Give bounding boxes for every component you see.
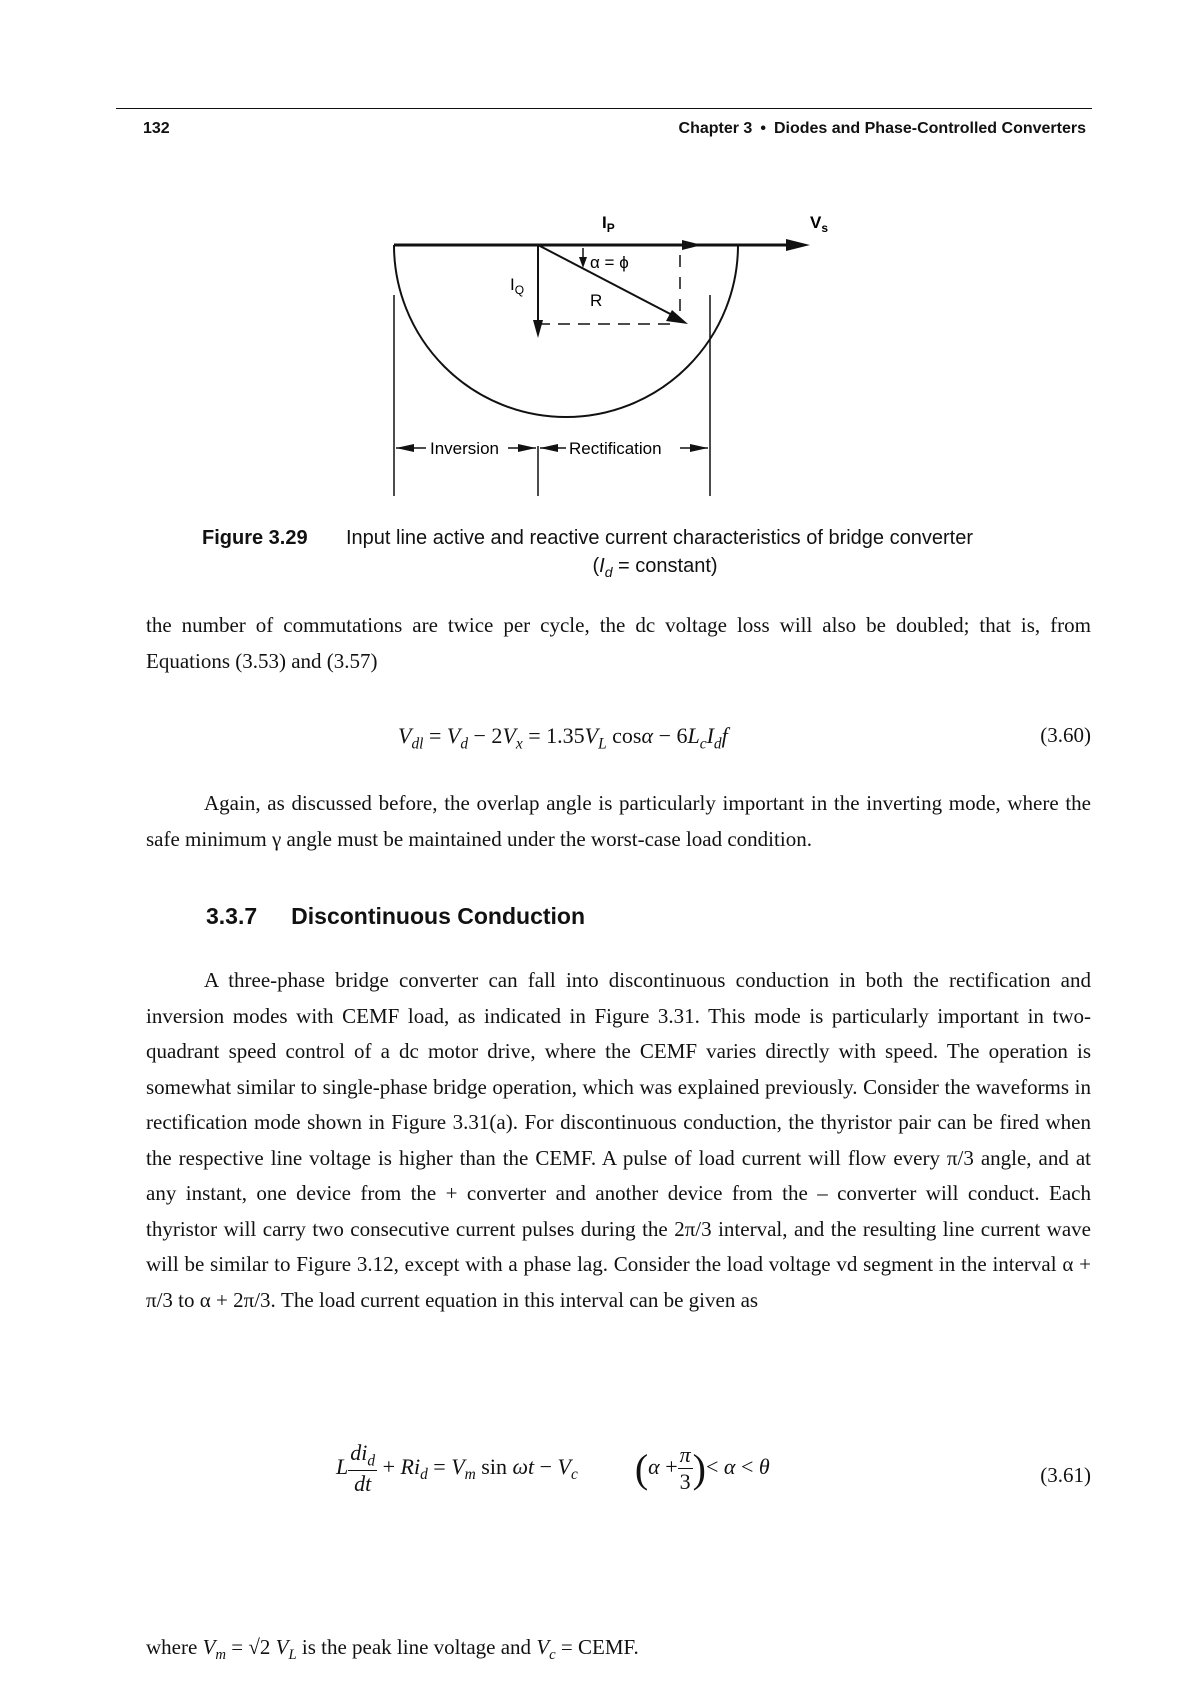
paragraph-definitions: where $V_m = √2$ $V_L$ is the peak line voltage and $V_c$ = CEMF. bbox=[146, 1635, 639, 1664]
chapter-label: Chapter 3 bbox=[678, 120, 753, 137]
r-label: R bbox=[590, 291, 603, 310]
current-locus-semicircle bbox=[394, 245, 738, 417]
section-title: Discontinuous Conduction bbox=[291, 903, 586, 929]
figure-caption-label: Figure 3.29 bbox=[202, 527, 308, 549]
ip-label: $I_P$ bbox=[602, 213, 615, 235]
running-header bbox=[679, 120, 1086, 138]
rectification-label: Rectification bbox=[569, 439, 662, 458]
iq-arrowhead bbox=[533, 320, 543, 338]
equation-3-60: $V_{dl} = V_d - 2V_x = 1.35V_L$ $\cos\alpha - 6L_cI_df$ bbox=[398, 723, 728, 753]
inversion-left-arrowhead bbox=[396, 444, 414, 452]
equation-number-3-61: (3.61) bbox=[1040, 1463, 1091, 1487]
header-rule bbox=[116, 108, 1092, 109]
vs-label: $V_s$ bbox=[810, 213, 829, 235]
equation-3-61: L $\frac{di_d}{dt}$ + $Ri_d = V_m$ $\sin \omega t - V_c$ (α + $\frac{\pi}{3}$ )< α < θ bbox=[336, 1440, 770, 1497]
inversion-label: Inversion bbox=[430, 439, 499, 458]
equation-number-3-60: (3.60) bbox=[1040, 723, 1091, 747]
inversion-right-arrowhead bbox=[518, 444, 536, 452]
page-number: 132 bbox=[143, 120, 170, 137]
paragraph-overlap-angle: Again, as discussed before, the overlap angle is particularly important in the inverting mode, where the safe minimum γ angle must be maintained under the worst-case load condition. bbox=[146, 791, 1091, 851]
figure-caption-text: Input line active and reactive current characteristics of bridge converter bbox=[346, 527, 973, 549]
alpha-phi-label: α = ϕ bbox=[590, 253, 629, 272]
paragraph-discontinuous-conduction: A three-phase bridge converter can fall into discontinuous conduction in both the rectification and inversion modes with CEMF load, as indicated in Figure 3.31. This mode is particularly important in two-quadrant speed control of a dc motor drive, where the CEMF varies directly with speed. The operation is somewhat similar to single-phase bridge operation, which was explained previously. Consider the waveforms in rectification mode shown in Figure 3.31(a). For discontinuous conduction, the thyristor pair can be fired when the respective line voltage is higher than the CEMF. A pulse of load current will flow every π/3 angle, and at any instant, one device from the + converter and another device from the – converter will conduct. Each thyristor will carry two consecutive current pulses during the 2π/3 interval, and the resulting line current wave will be similar to Figure 3.12, except with a phase lag. Consider the load voltage vd segment in the interval α + π/3 to α + 2π/3. The load current equation in this interval can be given as bbox=[146, 968, 1091, 1312]
figure-3-29-diagram bbox=[380, 200, 860, 510]
chapter-title: Diodes and Phase-Controlled Converters bbox=[773, 120, 1086, 137]
iq-label: $I_Q$ bbox=[510, 275, 525, 297]
ip-arrowhead bbox=[682, 240, 702, 250]
r-arrowhead bbox=[666, 310, 688, 324]
paragraph-commutation: the number of commutations are twice per cycle, the dc voltage loss will also be doubled; that is, from Equations (3.53) and (3.57) bbox=[146, 613, 1091, 673]
figure-caption-line2: ($I_d$ = constant) bbox=[592, 555, 718, 580]
rectification-right-arrowhead bbox=[690, 444, 708, 452]
section-number: 3.3.7 bbox=[206, 903, 258, 929]
rectification-left-arrowhead bbox=[540, 444, 558, 452]
vs-arrowhead bbox=[786, 239, 810, 251]
section-heading bbox=[206, 903, 585, 930]
header-bullet: • bbox=[760, 120, 766, 137]
